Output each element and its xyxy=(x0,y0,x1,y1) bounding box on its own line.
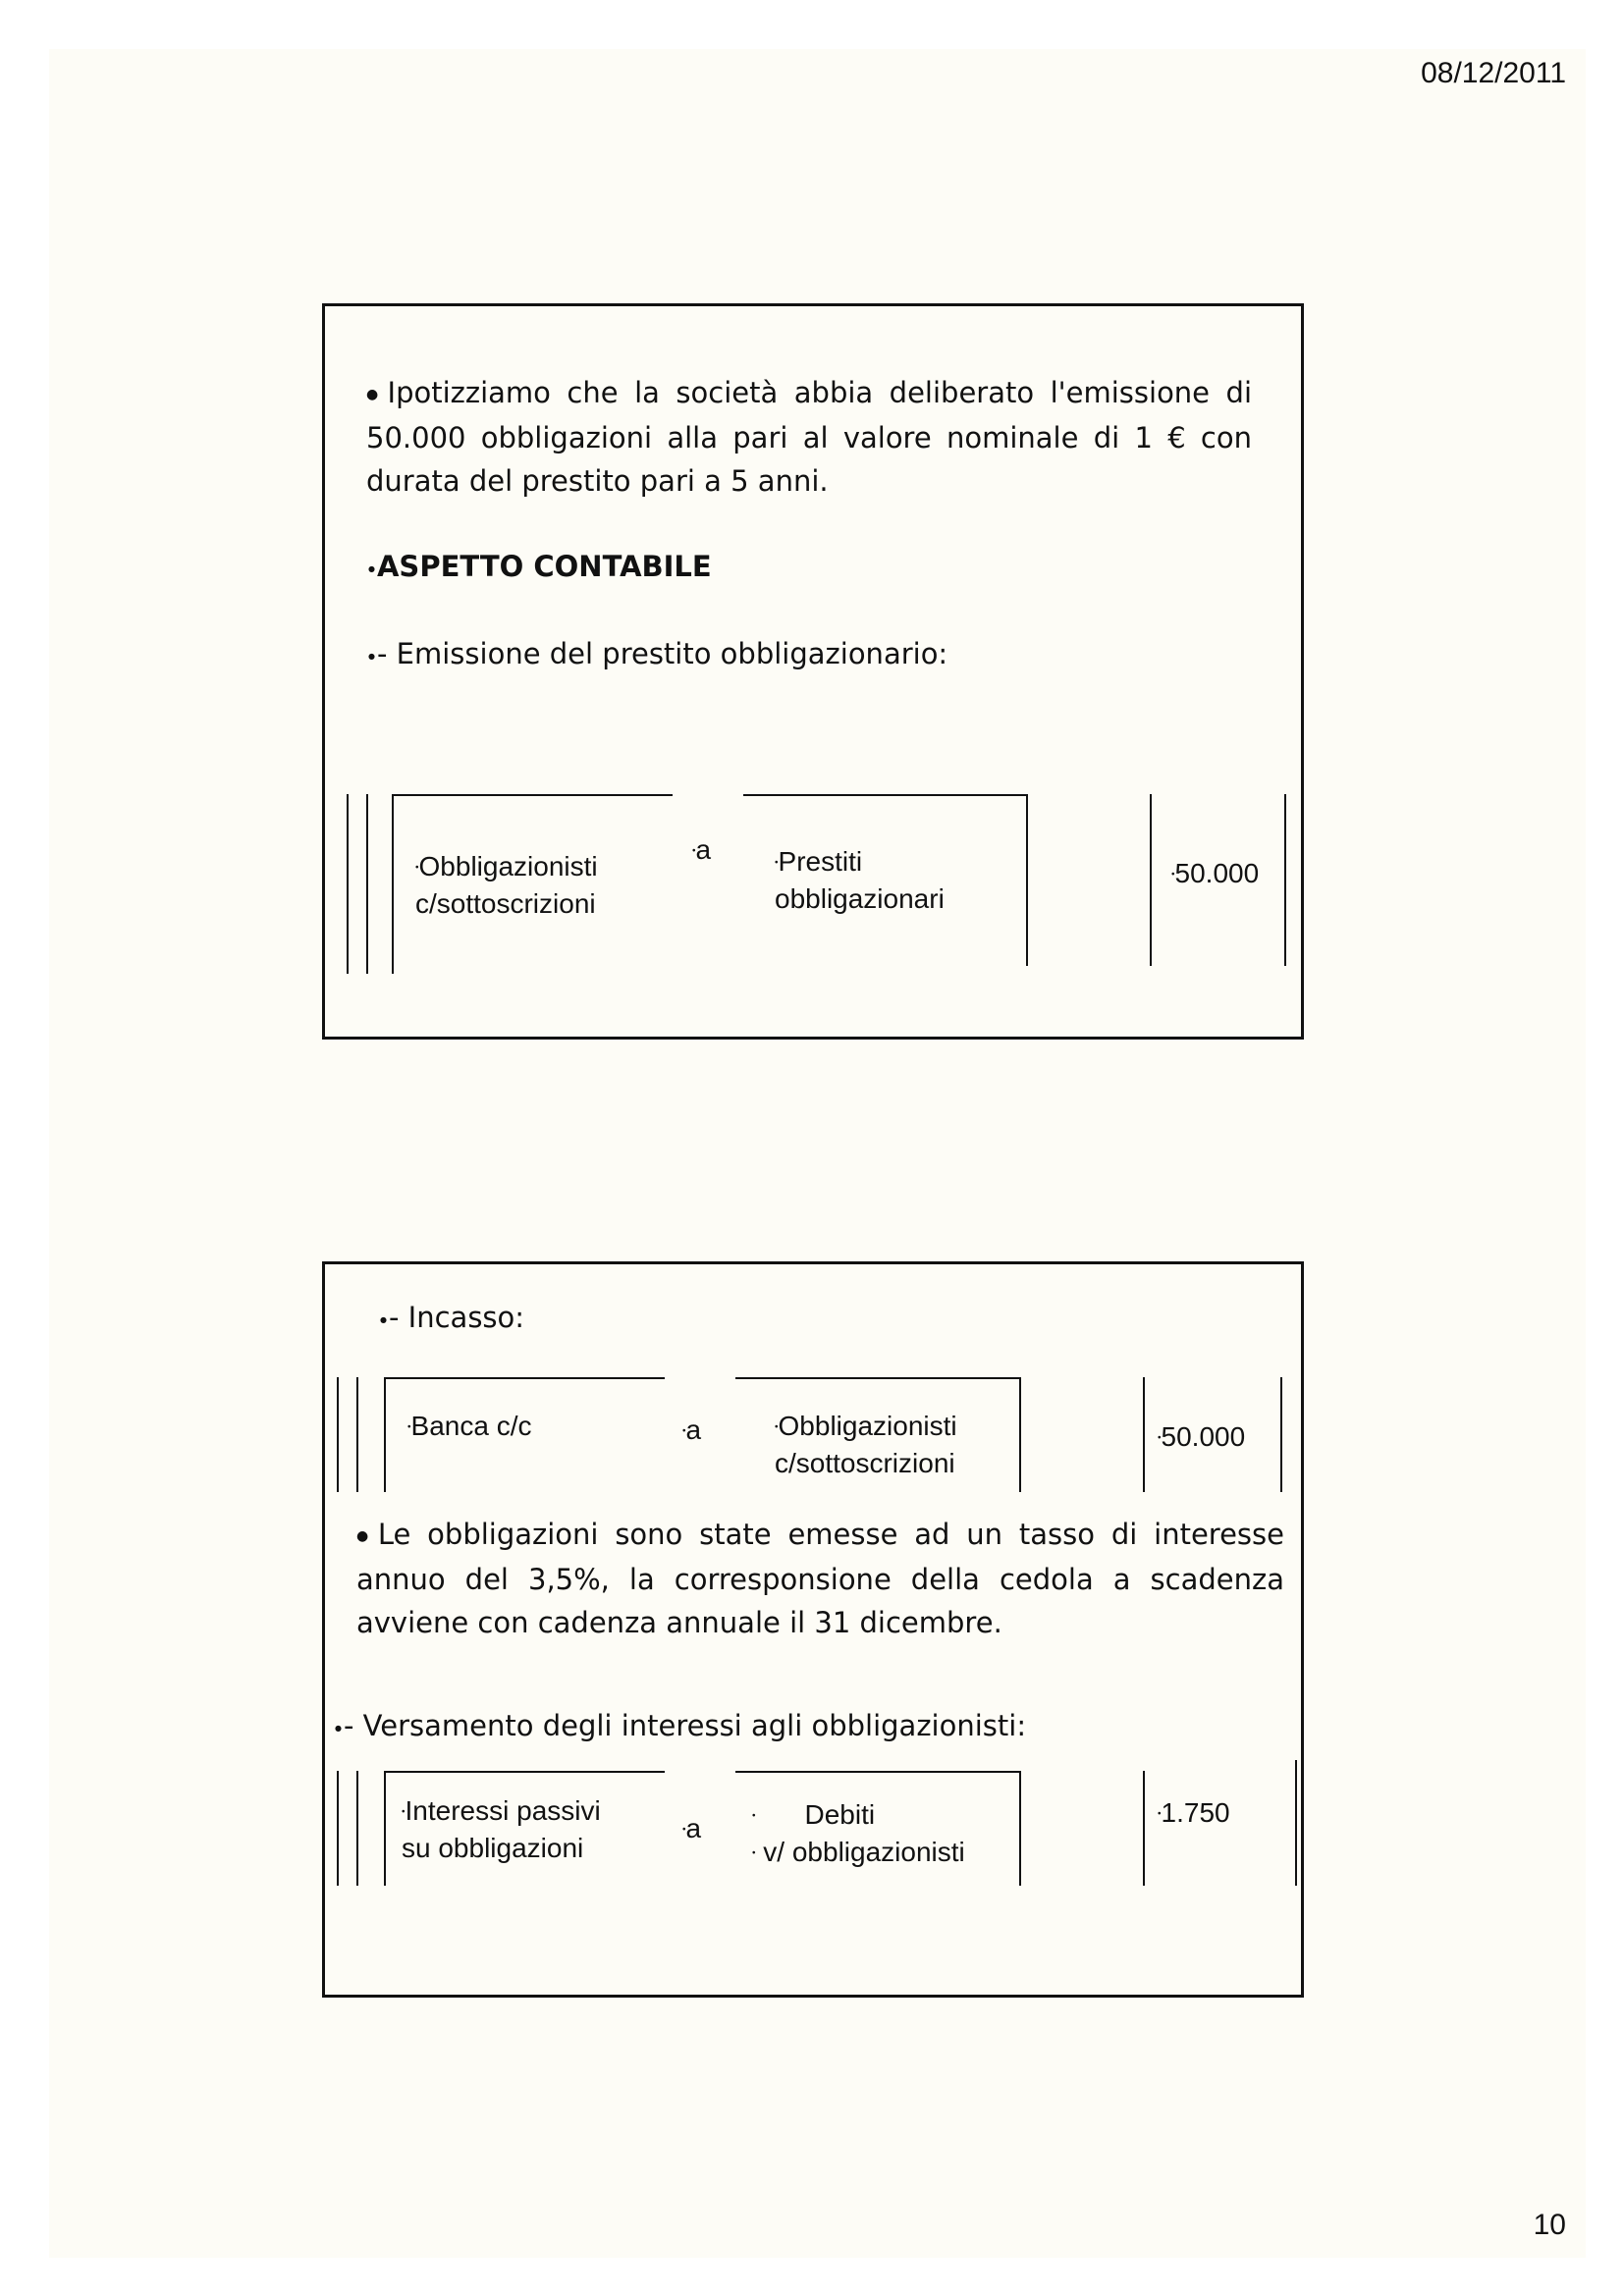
bullet-icon: • xyxy=(682,1425,686,1437)
rule-credit-top xyxy=(735,1377,1020,1379)
rule-amount-left xyxy=(1143,1771,1145,1886)
intro-paragraph xyxy=(366,371,1252,503)
entry-amount: •1.750 xyxy=(1158,1797,1230,1828)
bullet-icon: • xyxy=(752,1810,756,1822)
bullet-icon: • xyxy=(1171,869,1175,881)
intro-text: Ipotizziamo che la società abbia deliberato l'emissione di 50.000 obbligazioni alla pari al valore nominale di 1 € con durata del prestito pari a 5 anni. xyxy=(366,376,1252,498)
debit-account: •Interessi passivi su obbligazioni xyxy=(402,1795,601,1863)
rule-left-1 xyxy=(337,1771,339,1886)
bullet-icon: ● xyxy=(335,1723,342,1733)
entry-connector: •a xyxy=(682,1813,702,1843)
bullet-icon: • xyxy=(692,845,696,857)
bullet-icon: • xyxy=(402,1806,406,1818)
entry-amount: •50.000 xyxy=(1171,858,1260,888)
rule-credit-right xyxy=(1026,794,1028,966)
entry-connector: •a xyxy=(682,1415,702,1445)
rule-amount-right xyxy=(1295,1760,1297,1886)
rule-left-2 xyxy=(356,1377,358,1492)
rule-left-1 xyxy=(347,794,349,974)
rule-left-1 xyxy=(337,1377,339,1492)
debit-account: •Obbligazionisti c/sottoscrizioni xyxy=(415,851,598,919)
page-date: 08/12/2011 xyxy=(1421,57,1566,89)
step-emission: ●- Emissione del prestito obbligazionario: xyxy=(368,637,948,670)
credit-account: • Debiti • v/ obbligazionisti xyxy=(752,1799,965,1867)
credit-account: •Obbligazionisti c/sottoscrizioni xyxy=(775,1411,957,1478)
rule-amount-right xyxy=(1280,1377,1282,1492)
entry-amount: •50.000 xyxy=(1158,1421,1246,1452)
rule-debit-top xyxy=(384,1377,665,1379)
step-incasso: ●- Incasso: xyxy=(380,1301,525,1334)
bullet-icon: ● xyxy=(368,563,375,573)
rule-credit-top xyxy=(735,1771,1020,1773)
rule-left-2 xyxy=(366,794,368,974)
bullet-icon: ● xyxy=(356,1528,376,1544)
debit-account: •Banca c/c xyxy=(407,1411,532,1441)
slide-interest xyxy=(322,1261,1304,1998)
bullet-icon: • xyxy=(775,1421,779,1433)
bullet-icon: • xyxy=(1158,1432,1162,1444)
rule-credit-top xyxy=(743,794,1027,796)
bullet-icon: ● xyxy=(366,387,386,402)
bullet-icon: • xyxy=(682,1824,686,1836)
page-number: 10 xyxy=(1533,2209,1566,2241)
bullet-icon: • xyxy=(752,1847,756,1859)
rule-debit-left xyxy=(384,1377,386,1492)
bullet-icon: • xyxy=(407,1421,411,1433)
rule-amount-right xyxy=(1284,794,1286,966)
interest-paragraph: ●Le obbligazioni sono state emesse ad un tasso di interesse annuo del 3,5%, la corresponsione della cedola a scadenza avviene con cadenza annuale il 31 dicembre. xyxy=(356,1518,1284,1639)
rule-debit-left xyxy=(392,794,394,974)
bullet-icon: ● xyxy=(380,1314,387,1324)
entry-connector: •a xyxy=(692,834,712,865)
bullet-icon: ● xyxy=(368,651,375,661)
rule-debit-left xyxy=(384,1771,386,1886)
section-heading: ●ASPETTO CONTABILE xyxy=(368,550,712,583)
rule-amount-left xyxy=(1143,1377,1145,1492)
slide-emission xyxy=(322,303,1304,1040)
rule-credit-right xyxy=(1019,1377,1021,1492)
rule-credit-right xyxy=(1019,1771,1021,1886)
rule-debit-top xyxy=(392,794,673,796)
bullet-icon: • xyxy=(1158,1808,1162,1820)
rule-amount-left xyxy=(1150,794,1152,966)
credit-account: •Prestiti obbligazionari xyxy=(775,846,945,914)
bullet-icon: • xyxy=(415,862,419,874)
rule-debit-top xyxy=(384,1771,665,1773)
bullet-icon: • xyxy=(775,857,779,869)
rule-left-2 xyxy=(356,1771,358,1886)
step-interest-payment: ●- Versamento degli interessi agli obbligazionisti: xyxy=(335,1709,1027,1742)
